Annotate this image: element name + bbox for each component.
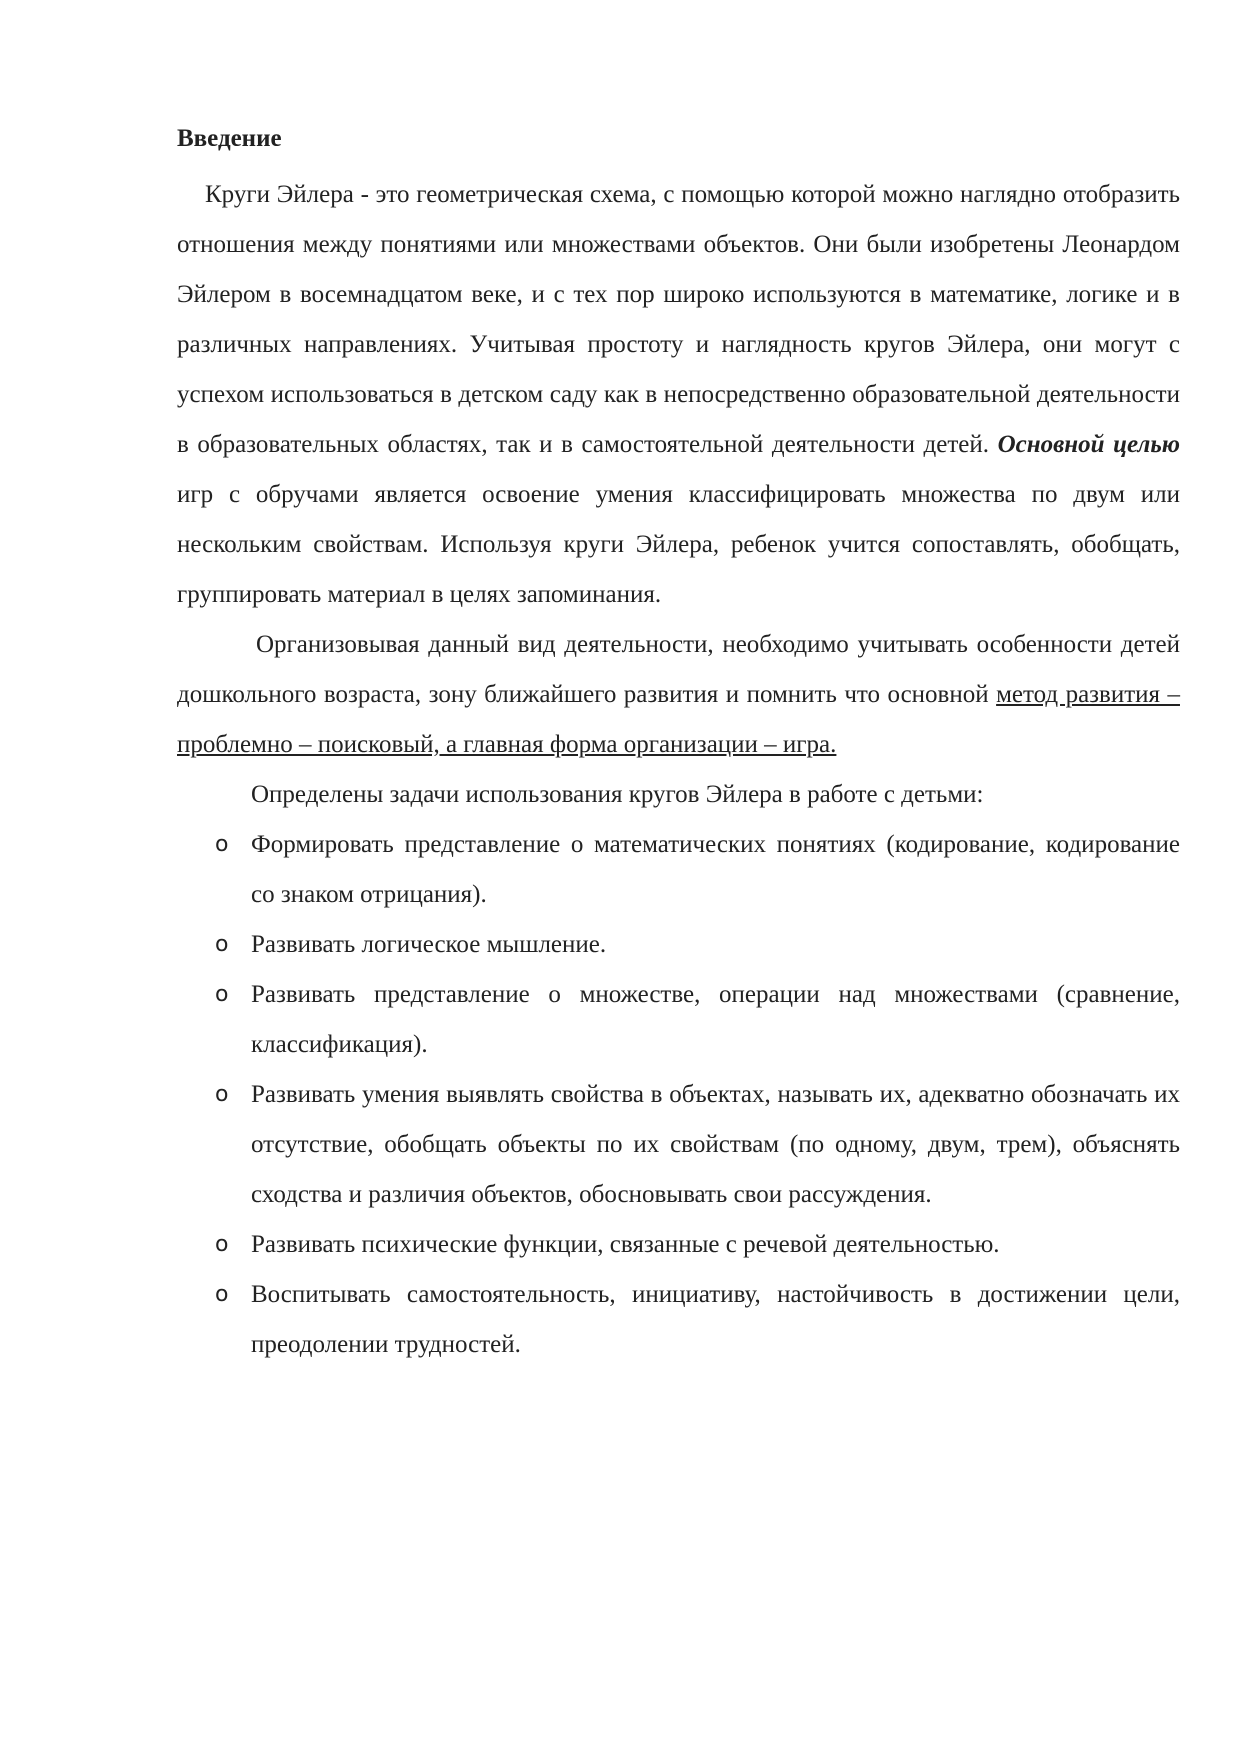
intro-emphasis: Основной целью — [997, 431, 1180, 458]
intro-text-start: Круги Эйлера - это геометрическая схема, с помощью которой можно наглядно отобразить отношения между понятиями или множествами объектов. Они были изобретены Леонардом Эйлером в восемнадцатом веке, и с тех пор широко используются в математике, логике и в различных направлениях. Учитывая простоту и наглядность кругов Эйлера, они могут с успехом использоваться в детском саду как в непосредственно образовательной деятельности в образовательных областях, так и в самостоятельной деятельности детей. — [177, 181, 1180, 458]
list-item-text: Воспитывать самостоятельность, инициативу, настойчивость в достижении цели, преодолении трудностей. — [251, 1281, 1180, 1358]
bullet-icon: o — [215, 832, 229, 857]
bullet-icon: o — [215, 1232, 229, 1257]
intro-text-end: игр с обручами является освоение умения классифицировать множества по двум или нескольким свойствам. Используя круги Эйлера, ребенок учится сопоставлять, обобщать, группировать материал в целях запоминания. — [177, 481, 1180, 608]
intro-paragraph — [177, 170, 1180, 620]
method-paragraph — [177, 620, 1180, 770]
list-item-text: Развивать психические функции, связанные с речевой деятельностью. — [251, 1231, 1000, 1258]
tasks-intro: Определены задачи использования кругов Эйлера в работе с детьми: — [251, 781, 984, 808]
tasks-list — [177, 820, 1180, 1370]
list-item — [177, 1220, 1180, 1270]
list-item — [177, 970, 1180, 1070]
list-item — [177, 1070, 1180, 1220]
section-heading: Введение — [177, 125, 282, 152]
list-item — [177, 820, 1180, 920]
list-item — [177, 1270, 1180, 1370]
list-item — [177, 920, 1180, 970]
bullet-icon: o — [215, 982, 229, 1007]
bullet-icon: o — [215, 1082, 229, 1107]
bullet-icon: o — [215, 1282, 229, 1307]
list-item-text: Развивать умения выявлять свойства в объектах, называть их, адекватно обозначать их отсутствие, обобщать объекты по их свойствам (по одному, двум, трем), объяснять сходства и различия объектов, обосновывать свои рассуждения. — [251, 1081, 1180, 1208]
method-text: Организовывая данный вид деятельности, необходимо учитывать особенности детей дошкольного возраста, зону ближайшего развития и помнить что основной — [177, 631, 1180, 708]
list-item-text: Формировать представление о математических понятиях (кодирование, кодирование со знаком отрицания). — [251, 831, 1180, 908]
bullet-icon: o — [215, 932, 229, 957]
method-underlined: метод развития – проблемно – поисковый, а главная форма организации – игра. — [177, 681, 1180, 758]
document-body — [177, 124, 1180, 1370]
list-item-text: Развивать представление о множестве, операции над множествами (сравнение, классификация). — [251, 981, 1180, 1058]
list-item-text: Развивать логическое мышление. — [251, 931, 607, 958]
